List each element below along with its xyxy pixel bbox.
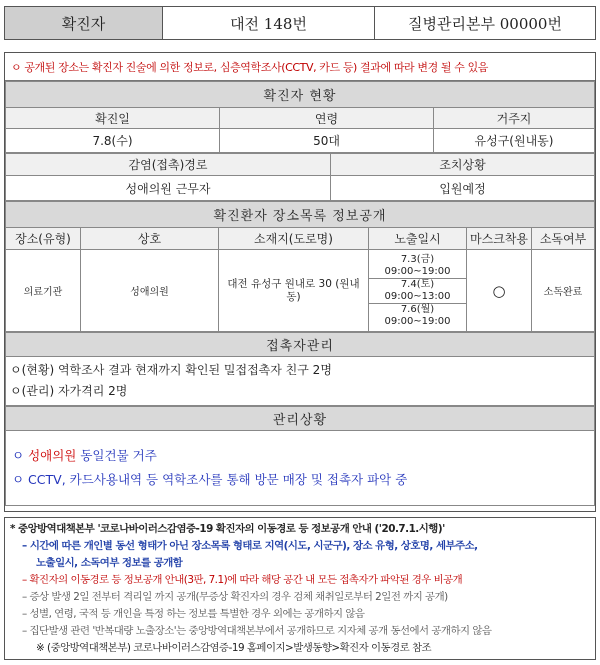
- value-action: 입원예정: [331, 176, 595, 201]
- label-residence: 거주지: [434, 108, 595, 129]
- table-row: [6, 250, 595, 332]
- contacts-management-line: ㅇ(관리) 자가격리 2명: [10, 384, 128, 398]
- case-header: [4, 6, 596, 40]
- footnote-line: – 시간에 따른 개인별 동선 형태가 아닌 장소목록 형태로 지역(시도, 시군구), 장소 유형, 상호명, 세부주소,: [22, 540, 478, 552]
- case-report: [4, 52, 596, 512]
- management-table: [5, 406, 595, 506]
- exposure-cell: [369, 250, 467, 332]
- footnote-reference: ※ (중앙방역대책본부) 코로나바이러스감염증-19 홈페이지>발생동향>확진자 이동경로 참조: [36, 642, 432, 654]
- place-address: 대전 유성구 원내로 30 (원내동): [219, 250, 369, 332]
- mask-status: ○: [467, 250, 532, 332]
- value-age: 50대: [220, 129, 434, 153]
- status-table-2: [5, 153, 595, 201]
- bullet: ㅇ: [12, 448, 25, 463]
- footnote-line: 노출일시, 소독여부 정보를 공개함: [36, 557, 183, 569]
- col-disinfection: 소독여부: [532, 228, 595, 250]
- label-confirm-date: 확진일: [6, 108, 220, 129]
- footnote-line: – 확진자의 이동경로 등 정보공개 안내(3판, 7.1)에 따라 해당 공간 내 모든 접촉자가 파악된 경우 비공개: [22, 574, 463, 586]
- col-address: 소재지(도로명): [219, 228, 369, 250]
- exposure-time: 09:00~19:00: [384, 315, 451, 327]
- value-infection-route: 성애의원 근무자: [6, 176, 331, 201]
- contacts-status-line: ㅇ(현황) 역학조사 결과 현재까지 확인된 밀접접촉자 친구 2명: [10, 363, 332, 377]
- management-title: 관리상황: [6, 407, 595, 431]
- footnote-title: * 중앙방역대책본부 '코로나바이러스감염증-19 확진자의 이동경로 등 정보공개 안내 ('20.7.1.시행)': [10, 523, 445, 535]
- footnote-line: – 성별, 연령, 국적 등 개인을 특정 하는 정보를 특별한 경우 외에는 공개하지 않음: [22, 608, 365, 620]
- footnote-box: [4, 517, 596, 660]
- footnote-line: – 증상 발생 2일 전부터 격리일 까지 공개(무증상 확진자의 경우 검체 채취일로부터 2일전 까지 공개): [22, 591, 448, 603]
- label-age: 연령: [220, 108, 434, 129]
- exposure-slot: [369, 304, 466, 328]
- footnote-line: – 집단발생 관련 '반복대량 노출장소'는 중앙방역대책본부에서 공개하므로 지자체 공개 동선에서 공개하지 않음: [22, 625, 492, 637]
- clinic-name: 성애의원: [28, 448, 77, 463]
- header-label: 확진자: [5, 7, 163, 39]
- management-body: [6, 431, 595, 506]
- contacts-table: [5, 332, 595, 406]
- col-business-name: 상호: [81, 228, 219, 250]
- contacts-title: 접촉자관리: [6, 333, 595, 357]
- disclosure-notice: ㅇ 공개된 장소는 확진자 진술에 의한 정보로, 심층역학조사(CCTV, 카드 등) 결과에 따라 변경 될 수 있음: [5, 53, 595, 81]
- disinfection-status: 소독완료: [532, 250, 595, 332]
- exposure-slot: [369, 279, 466, 304]
- col-place-type: 장소(유형): [6, 228, 81, 250]
- value-confirm-date: 7.8(수): [6, 129, 220, 153]
- value-residence: 유성구(원내동): [434, 129, 595, 153]
- place-name: 성애의원: [81, 250, 219, 332]
- exposure-date: 7.3(금): [400, 253, 435, 265]
- col-exposure-time: 노출일시: [369, 228, 467, 250]
- contacts-body: [6, 357, 595, 406]
- exposure-time: 09:00~13:00: [384, 290, 451, 302]
- label-infection-route: 감염(접촉)경로: [6, 154, 331, 176]
- status-table: [5, 81, 595, 153]
- status-title: 확진자 현황: [6, 82, 595, 108]
- places-title: 확진환자 장소목록 정보공개: [6, 202, 595, 228]
- header-agency-id: 질병관리본부 00000번: [408, 14, 562, 33]
- exposure-time: 09:00~19:00: [384, 265, 451, 277]
- place-type: 의료기관: [6, 250, 81, 332]
- header-case-number: 대전 148번: [163, 7, 375, 39]
- management-line-2: ㅇ CCTV, 카드사용내역 등 역학조사를 통해 방문 매장 및 접촉자 파악 중: [12, 472, 408, 487]
- col-mask: 마스크착용: [467, 228, 532, 250]
- management-line-1: [12, 444, 588, 468]
- places-table: [5, 201, 595, 332]
- residence-note: 동일건물 거주: [76, 448, 157, 463]
- exposure-date: 7.6(월): [400, 303, 435, 315]
- exposure-slot: [369, 254, 466, 279]
- exposure-date: 7.4(토): [400, 278, 435, 290]
- label-action: 조치상황: [331, 154, 595, 176]
